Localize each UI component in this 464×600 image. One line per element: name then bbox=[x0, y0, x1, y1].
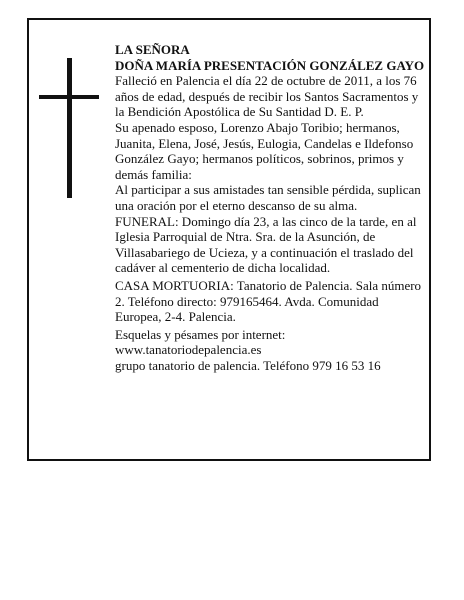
notice-title: LA SEÑORA bbox=[115, 42, 190, 57]
cross-vertical-bar bbox=[67, 58, 72, 198]
funeral-home-details: CASA MORTUORIA: Tanatorio de Palencia. Sala número 2. Teléfono directo: 979165464. Avda. Comunidad Europea, 2-4. Palencia. bbox=[115, 277, 422, 325]
cross-icon bbox=[39, 58, 99, 198]
online-condolences: Esquelas y pésames por internet: www.tanatoriodepalencia.es bbox=[115, 326, 286, 358]
obituary-notice bbox=[27, 18, 431, 461]
family-list: Su apenado esposo, Lorenzo Abajo Toribio; hermanos, Juanita, Elena, José, Jesús, Eulogia, Candelas e Ildefonso González Gayo; hermanos políticos, sobrinos, primos y demás familia: bbox=[115, 119, 414, 182]
cross-horizontal-bar bbox=[39, 95, 99, 99]
deceased-name: DOÑA MARÍA PRESENTACIÓN GONZÁLEZ GAYO bbox=[115, 57, 425, 73]
obituary-text bbox=[115, 42, 427, 373]
funeral-details: FUNERAL: Domingo día 23, a las cinco de la tarde, en al Iglesia Parroquial de Ntra. Sra. de la Asunción, de Villasabariego de Ucieza, y a continuación el traslado del cadáver al cementerio de dicha localidad. bbox=[115, 213, 417, 276]
death-announcement: Falleció en Palencia el día 22 de octubre de 2011, a los 76 años de edad, después de recibir los Santos Sacramentos y la Bendición Apostólica de Su Santidad D. E. P. bbox=[115, 73, 419, 120]
funeral-home-contact: grupo tanatorio de palencia. Teléfono 979 16 53 16 bbox=[115, 357, 381, 373]
prayer-request: Al participar a sus amistades tan sensible pérdida, suplican una oración por el eterno descanso de su alma. bbox=[115, 182, 421, 213]
